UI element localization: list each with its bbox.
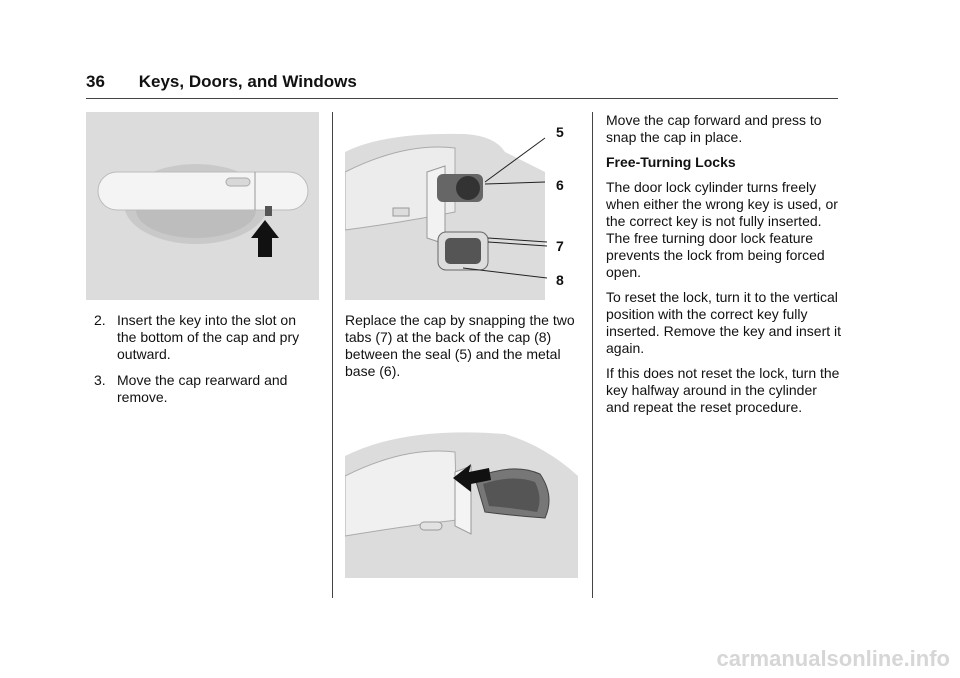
page-header xyxy=(86,72,357,92)
paragraph: The door lock cylinder turns freely when either the wrong key is used, or the correct key is not fully inserted. The free turning door lock feature prevents the lock from being forced open. xyxy=(606,179,838,280)
figure-lock-assembly xyxy=(345,112,578,300)
callout-7: 7 xyxy=(556,238,564,254)
right-column xyxy=(606,112,841,424)
callout-8: 8 xyxy=(556,272,564,288)
steps-list xyxy=(94,312,318,415)
page-number: 36 xyxy=(86,72,105,91)
figure-cap-forward xyxy=(345,416,578,578)
step-text: Insert the key into the slot on the bottom of the cap and pry outward. xyxy=(117,312,300,362)
paragraph: If this does not reset the lock, turn the key halfway around in the cylinder and repeat the reset procedure. xyxy=(606,365,840,415)
figure-handle-key-slot xyxy=(86,112,319,300)
step-text: Move the cap rearward and remove. xyxy=(117,372,288,405)
callout-6: 6 xyxy=(556,177,564,193)
section-title: Keys, Doors, and Windows xyxy=(138,72,357,91)
step-number: 3. xyxy=(94,372,106,388)
replace-cap-paragraph: Replace the cap by snapping the two tabs (7) at the back of the cap (8) between the seal (5) and the metal base (6). xyxy=(345,312,575,379)
callout-5: 5 xyxy=(556,124,564,140)
paragraph: To reset the lock, turn it to the vertical position with the correct key fully inserted. Remove the key and insert it again. xyxy=(606,289,842,356)
header-rule xyxy=(86,98,838,99)
step-item xyxy=(94,372,318,406)
column-divider-right xyxy=(592,112,593,598)
watermark: carmanualsonline.info xyxy=(716,646,950,671)
subheading-free-turning-locks: Free-Turning Locks xyxy=(606,154,736,170)
step-number: 2. xyxy=(94,312,106,328)
column-divider-left xyxy=(332,112,333,598)
intro-paragraph: Move the cap forward and press to snap the cap in place. xyxy=(606,112,822,145)
step-item xyxy=(94,312,318,363)
